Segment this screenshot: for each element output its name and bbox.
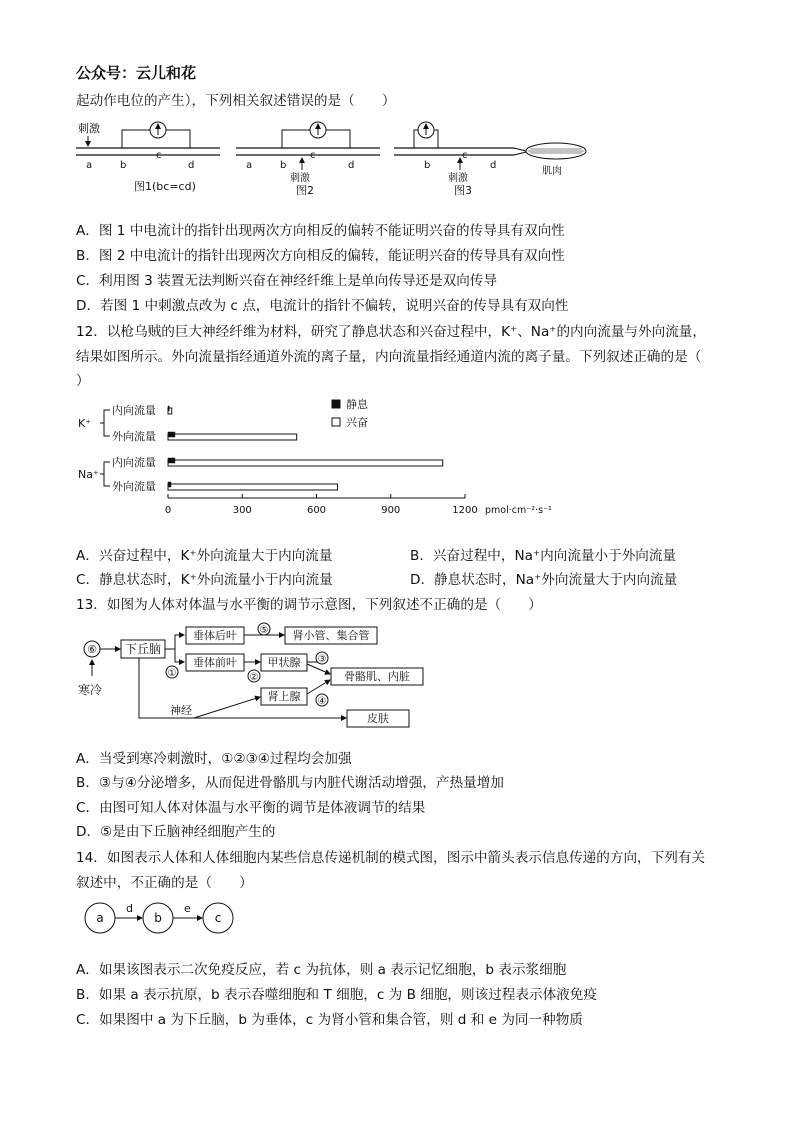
q11-figure-2 bbox=[236, 122, 380, 197]
edge-e: e bbox=[184, 902, 191, 915]
fig1-caption: 图1(bc=cd) bbox=[134, 180, 196, 193]
edge-d: d bbox=[126, 902, 133, 915]
q11-figure-3 bbox=[394, 122, 586, 197]
q14-option-a: A．如果该图表示二次免疫反应，若 c 为抗体，则 a 表示记忆细胞，b 表示浆细胞 bbox=[76, 962, 567, 978]
group-bracket bbox=[104, 474, 110, 486]
diagram-n5: ⑤ bbox=[259, 625, 269, 636]
legend-swatch-resting bbox=[332, 400, 340, 408]
fig2-a: a bbox=[246, 160, 253, 171]
fig1-d: d bbox=[188, 160, 195, 171]
diagram-thyroid: 甲状腺 bbox=[267, 656, 301, 669]
x-unit-label: pmol·cm⁻²·s⁻¹ bbox=[485, 505, 552, 516]
legend-swatch-excited bbox=[332, 418, 340, 426]
q11-option-b: B．图 2 中电流计的指针出现两次方向相反的偏转，能证明兴奋的传导具有双向性 bbox=[76, 248, 565, 264]
q14-option-b: B．如果 a 表示抗原，b 表示吞噬细胞和 T 细胞，c 为 B 细胞，则该过程表示体液免疫 bbox=[76, 987, 597, 1003]
q13-option-a: A．当受到寒冷刺激时，①②③④过程均会加强 bbox=[76, 751, 352, 767]
q13-regulation-diagram bbox=[74, 618, 434, 738]
bar-excited bbox=[168, 460, 443, 466]
legend-label-excited: 兴奋 bbox=[346, 416, 368, 429]
bar-resting bbox=[168, 432, 175, 437]
group-label: K⁺ bbox=[78, 417, 92, 430]
fig1-b: b bbox=[120, 160, 127, 171]
diagram-kidney: 肾小管、集合管 bbox=[292, 629, 370, 642]
q12-option-d: D．静息状态时，Na⁺外向流量大于内向流量 bbox=[410, 572, 678, 588]
diagram-n1: ① bbox=[167, 668, 177, 679]
group-bracket bbox=[100, 410, 110, 423]
group-bracket bbox=[100, 462, 110, 474]
bar-resting bbox=[168, 406, 169, 411]
q12-stem-line-3: ） bbox=[76, 373, 90, 389]
node-b: b bbox=[154, 911, 162, 925]
x-tick-label: 600 bbox=[306, 505, 327, 516]
x-tick-label: 300 bbox=[232, 505, 252, 516]
bar-resting bbox=[168, 458, 175, 463]
q11-stem: 起动作电位的产生），下列相关叙述错误的是（ ） bbox=[76, 93, 396, 109]
q12-flux-chart bbox=[70, 394, 570, 524]
x-tick-label: 0 bbox=[164, 505, 172, 516]
bar-excited bbox=[168, 484, 338, 490]
fig1-a: a bbox=[86, 160, 93, 171]
group-label: Na⁺ bbox=[78, 468, 99, 481]
fig1-stim-label: 刺激 bbox=[78, 122, 100, 135]
q14-option-c: C．如果图中 a 为下丘脑，b 为垂体，c 为肾小管和集合管，则 d 和 e 为同一种物质 bbox=[76, 1012, 583, 1028]
category-label: 外向流量 bbox=[112, 480, 156, 493]
q12-option-b: B．兴奋过程中，Na⁺内向流量小于外向流量 bbox=[410, 548, 677, 564]
diagram-cold: 寒冷 bbox=[78, 683, 103, 697]
fig2-c: c bbox=[310, 150, 316, 161]
fig3-stim-label: 刺激 bbox=[448, 173, 468, 184]
q12-stem-line-1: 12．以枪乌贼的巨大神经纤维为材料，研究了静息状态和兴奋过程中，K⁺、Na⁺的内向流量与外向流量， bbox=[76, 324, 706, 340]
diagram-nerve: 神经 bbox=[170, 704, 192, 717]
diagram-posterior-pituitary: 垂体后叶 bbox=[193, 629, 237, 642]
q12-option-c: C．静息状态时，K⁺外向流量小于内向流量 bbox=[76, 572, 333, 588]
fig2-stim-label: 刺激 bbox=[290, 173, 310, 184]
q12-stem-line-2: 结果如图所示。外向流量指经通道外流的离子量，内向流量指经通道内流的离子量。下列叙述正确的是（ bbox=[76, 349, 702, 365]
q11-option-a: A．图 1 中电流计的指针出现两次方向相反的偏转不能证明兴奋的传导具有双向性 bbox=[76, 223, 565, 239]
diagram-hypothalamus: 下丘脑 bbox=[124, 642, 162, 656]
q13-option-c: C．由图可知人体对体温与水平衡的调节是体液调节的结果 bbox=[76, 800, 426, 816]
q13-stem: 13．如图为人体对体温与水平衡的调节示意图，下列叙述不正确的是（ ） bbox=[76, 597, 542, 613]
q11-option-c: C．利用图 3 装置无法判断兴奋在神经纤维上是单向传导还是双向传导 bbox=[76, 273, 497, 289]
diagram-adrenal: 肾上腺 bbox=[267, 690, 301, 703]
diagram-n6: ⑥ bbox=[87, 643, 97, 656]
category-label: 内向流量 bbox=[112, 456, 156, 469]
bar-excited bbox=[168, 434, 297, 440]
x-tick-label: 900 bbox=[381, 505, 401, 516]
q11-figure-1 bbox=[76, 121, 220, 193]
x-tick-label: 1200 bbox=[452, 505, 478, 516]
q11-option-d: D．若图 1 中刺激点改为 c 点，电流计的指针不偏转，说明兴奋的传导具有双向性 bbox=[76, 298, 569, 314]
bar-resting bbox=[168, 482, 171, 487]
group-bracket bbox=[104, 423, 110, 436]
fig2-caption: 图2 bbox=[296, 184, 314, 197]
node-a: a bbox=[96, 911, 104, 925]
fig2-b: b bbox=[280, 160, 287, 171]
diagram-skin: 皮肤 bbox=[367, 712, 389, 725]
fig3-muscle-label: 肌肉 bbox=[542, 166, 562, 177]
q14-stem-line-1: 14．如图表示人体和人体细胞内某些信息传递机制的模式图，图示中箭头表示信息传递的方向，下列有关 bbox=[76, 850, 706, 866]
fig2-d: d bbox=[348, 160, 355, 171]
category-label: 内向流量 bbox=[112, 404, 156, 417]
fig3-c: c bbox=[462, 150, 468, 161]
fig3-b: b bbox=[424, 160, 431, 171]
fig3-d: d bbox=[490, 160, 497, 171]
q12-option-a: A．兴奋过程中，K⁺外向流量大于内向流量 bbox=[76, 548, 333, 564]
node-c: c bbox=[214, 911, 222, 925]
q13-option-d: D．⑤是由下丘脑神经细胞产生的 bbox=[76, 824, 276, 840]
account-header: 公众号：云儿和花 bbox=[76, 64, 197, 82]
legend-label-resting: 静息 bbox=[346, 398, 368, 411]
q14-signal-diagram bbox=[80, 896, 250, 940]
diagram-n2: ② bbox=[249, 672, 259, 683]
q13-option-b: B．③与④分泌增多，从而促进骨骼肌与内脏代谢活动增强，产热量增加 bbox=[76, 775, 504, 791]
diagram-anterior-pituitary: 垂体前叶 bbox=[193, 656, 237, 669]
q11-figures bbox=[70, 118, 590, 204]
diagram-n3: ③ bbox=[317, 654, 327, 665]
fig3-caption: 图3 bbox=[454, 184, 472, 197]
category-label: 外向流量 bbox=[112, 430, 156, 443]
diagram-muscle-viscera: 骨骼肌、内脏 bbox=[344, 670, 410, 683]
diagram-n4: ④ bbox=[317, 696, 327, 707]
fig1-c: c bbox=[156, 150, 162, 161]
q14-stem-line-2: 叙述中，不正确的是（ ） bbox=[76, 875, 253, 891]
